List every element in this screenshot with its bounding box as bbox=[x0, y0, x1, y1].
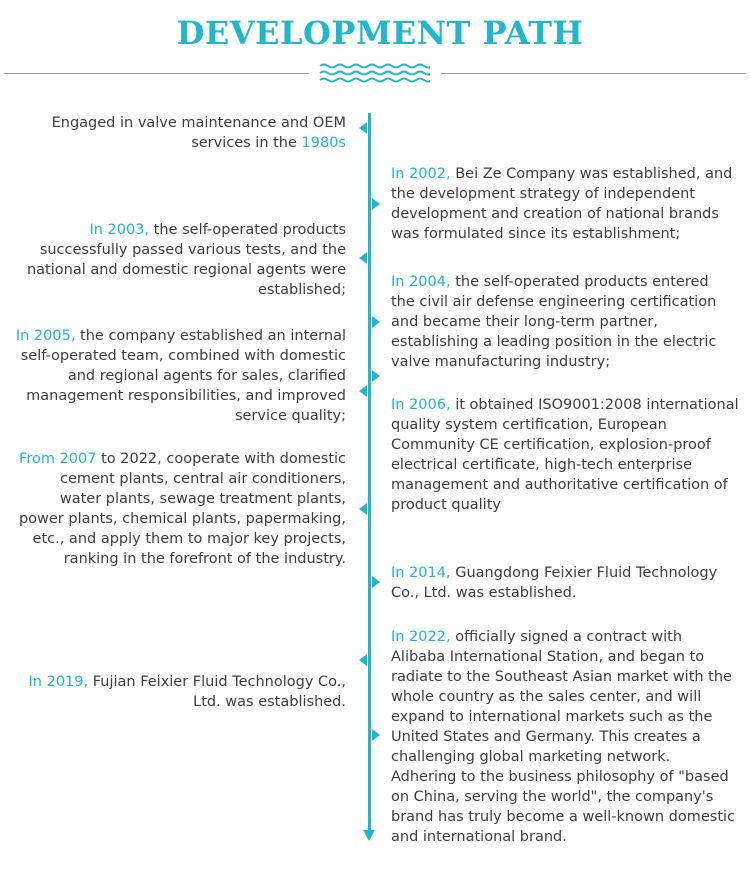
wave-divider-icon bbox=[318, 62, 430, 84]
timeline-marker bbox=[359, 654, 367, 666]
entry-text: Guangdong Feixier Fluid Technology Co., Ltd. was established. bbox=[391, 565, 718, 601]
timeline-entry-2007 bbox=[16, 449, 346, 569]
timeline-entry-1980s bbox=[46, 113, 346, 153]
entry-text: officially signed a contract with Alibaba International Station, and began to radiate to the Southeast Asian market with the whole country as the sales center, and will expand to international markets such as the United States and Germany. This creates a challenging global marketing network. Adhering to the business philosophy of "based on China, serving the world", the company's brand has truly become a well-known domestic and international brand. bbox=[391, 629, 736, 845]
entry-text: Fujian Feixier Fluid Technology Co., Ltd. was established. bbox=[88, 674, 346, 710]
timeline-marker bbox=[359, 122, 367, 134]
timeline-entry-2002 bbox=[391, 164, 736, 244]
timeline-marker bbox=[359, 252, 367, 264]
entry-year: In 2006, bbox=[391, 397, 451, 413]
entry-text: the self-operated products entered the civil air defense engineering certification and became their long-term partner, establishing a leading position in the electric valve manufacturing industry; bbox=[391, 274, 717, 370]
entry-text: it obtained ISO9001:2008 international quality system certification, European Community CE certification, explosion-proof electrical certificate, high-tech enterprise management and authoritative certification of product quality bbox=[391, 397, 739, 513]
entry-year: In 2019, bbox=[28, 674, 89, 690]
entry-year: In 2014, bbox=[391, 565, 451, 581]
timeline-arrow-icon bbox=[363, 830, 375, 841]
timeline-entry-2005 bbox=[11, 326, 346, 426]
entry-year: In 2022, bbox=[391, 629, 451, 645]
timeline-entry-2004 bbox=[391, 272, 726, 372]
title-rule-right bbox=[441, 73, 746, 74]
timeline-marker bbox=[372, 370, 380, 382]
timeline-entry-2003 bbox=[16, 220, 346, 300]
entry-text: the self-operated products successfully passed various tests, and the national and domestic regional agents were established; bbox=[26, 222, 346, 298]
entry-year: In 2004, bbox=[391, 274, 451, 290]
timeline-entry-2019 bbox=[16, 672, 346, 712]
title-rule-left bbox=[4, 73, 309, 74]
entry-highlight: 1980s bbox=[301, 135, 346, 151]
entry-year: In 2003, bbox=[89, 222, 150, 238]
entry-text: Engaged in valve maintenance and OEM services in the bbox=[51, 115, 346, 151]
timeline-axis bbox=[368, 113, 371, 835]
timeline-entry-2014 bbox=[391, 563, 731, 603]
timeline-marker bbox=[359, 385, 367, 397]
entry-text: Bei Ze Company was established, and the development strategy of independent development and creation of national brands was formulated since its establishment; bbox=[391, 166, 733, 242]
timeline-entry-2006 bbox=[391, 395, 741, 515]
timeline-marker bbox=[372, 198, 380, 210]
entry-text: to 2022, cooperate with domestic cement plants, central air conditioners, water plants, sewage treatment plants, power plants, chemical plants, papermaking, etc., and apply them to major key projects, ranking in the forefront of the industry. bbox=[18, 451, 346, 567]
entry-year: In 2002, bbox=[391, 166, 451, 182]
entry-text: the company established an internal self-operated team, combined with domestic and regional agents for sales, clarified management responsibilities, and improved service quality; bbox=[20, 328, 346, 424]
entry-year: From 2007 bbox=[19, 451, 97, 467]
timeline-entry-2022 bbox=[391, 627, 736, 847]
page-title: DEVELOPMENT PATH bbox=[176, 14, 584, 52]
timeline-marker bbox=[372, 316, 380, 328]
timeline-marker bbox=[372, 576, 380, 588]
entry-year: In 2005, bbox=[15, 328, 76, 344]
timeline-marker bbox=[372, 729, 380, 741]
timeline-marker bbox=[359, 503, 367, 515]
